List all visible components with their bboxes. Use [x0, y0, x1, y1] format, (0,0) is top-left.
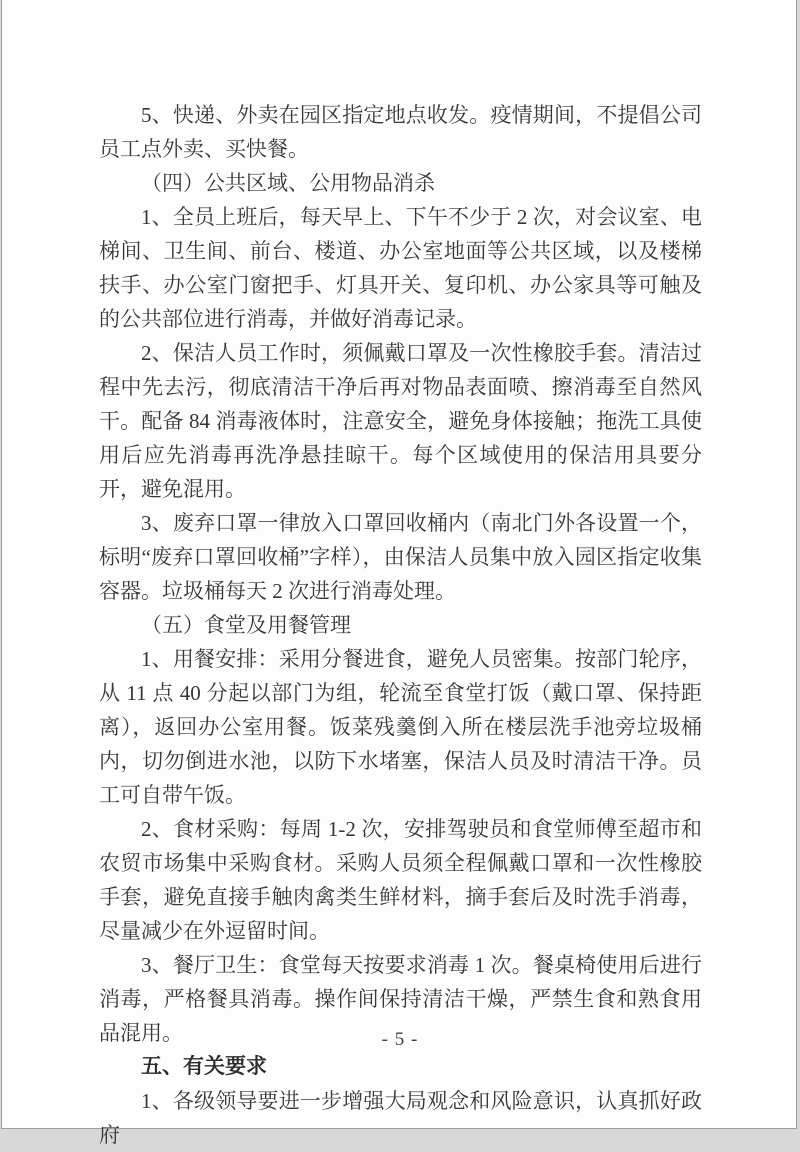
paragraph: 1、用餐安排：采用分餐进食，避免人员密集。按部门轮序，从 11 点 40 分起以部门为组，轮流至食堂打饭（戴口罩、保持距离），返回办公室用餐。饭菜残羹倒入所在楼层洗手池旁垃圾桶内，切勿倒进水池，以防下水堵塞，保洁人员及时清洁干净。员工可自带午饭。 — [99, 647, 702, 807]
document-page — [1, 0, 797, 1147]
paragraph: 1、各级领导要进一步增强大局观念和风险意识，认真抓好政府 — [99, 1089, 702, 1147]
paragraph: 5、快递、外卖在园区指定地点收发。疫情期间，不提倡公司员工点外卖、买快餐。 — [99, 103, 702, 161]
section-heading: （五）食堂及用餐管理 — [141, 613, 351, 637]
paragraph: 3、废弃口罩一律放入口罩回收桶内（南北门外各设置一个，标明“废弃口罩回收桶”字样），由保洁人员集中放入园区指定收集容器。垃圾桶每天 2 次进行消毒处理。 — [99, 511, 702, 603]
paragraph: 2、保洁人员工作时，须佩戴口罩及一次性橡胶手套。清洁过程中先去污，彻底清洁干净后再对物品表面喷、擦消毒至自然风干。配备 84 消毒液体时，注意安全，避免身体接触；拖洗工具使用后应先消毒再洗净悬挂晾干。每个区域使用的保洁用具要分开，避免混用。 — [99, 341, 702, 501]
page-number: - 5 - — [381, 1029, 419, 1050]
chapter-heading: 五、有关要求 — [141, 1055, 267, 1078]
section-heading: （四）公共区域、公用物品消杀 — [141, 171, 435, 195]
paragraph: 3、餐厅卫生：食堂每天按要求消毒 1 次。餐桌椅使用后进行消毒，严格餐具消毒。操作间保持清洁干燥，严禁生食和熟食用品混用。 — [99, 953, 702, 1045]
document-body — [99, 98, 702, 1152]
paragraph: 1、全员上班后，每天早上、下午不少于 2 次，对会议室、电梯间、卫生间、前台、楼道、办公室地面等公共区域，以及楼梯扶手、办公室门窗把手、灯具开关、复印机、办公家具等可触及的公共部位进行消毒，并做好消毒记录。 — [99, 205, 702, 331]
paragraph: 2、食材采购：每周 1-2 次，安排驾驶员和食堂师傅至超市和农贸市场集中采购食材。采购人员须全程佩戴口罩和一次性橡胶手套，避免直接手触肉禽类生鲜材料，摘手套后及时洗手消毒，尽量减少在外逗留时间。 — [99, 817, 702, 943]
